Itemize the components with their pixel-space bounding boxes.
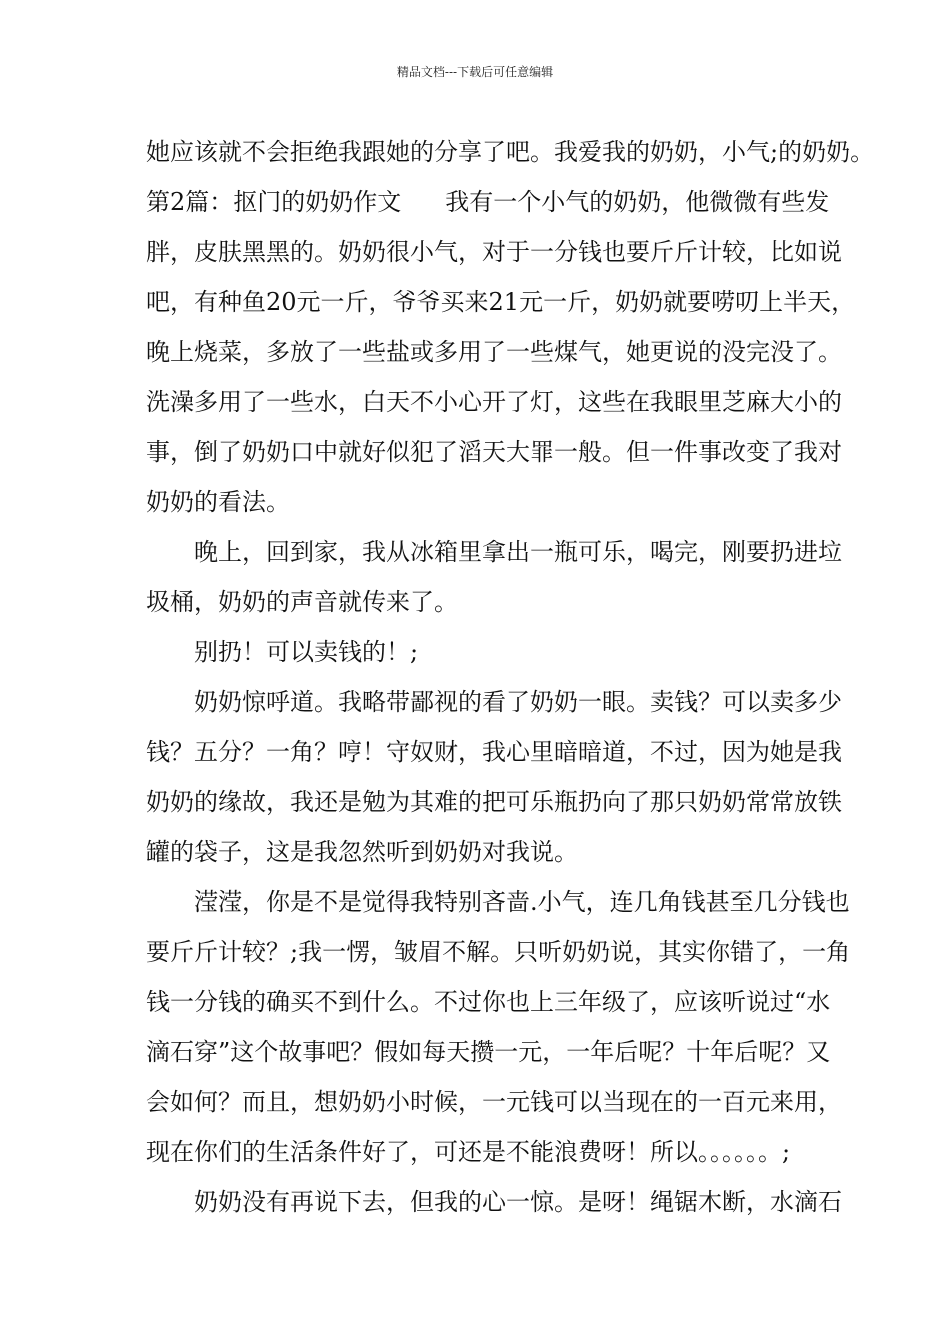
text-line: 滴石穿”这个故事吧？假如每天攒一元，一年后呢？十年后呢？又 (146, 1038, 831, 1066)
text-line: 胖，皮肤黑黑的。奶奶很小气，对于一分钱也要斤斤计较，比如说 (146, 238, 842, 266)
document-body (146, 131, 875, 1231)
page-header: 精品文档---下载后可任意编辑 (396, 65, 554, 79)
text-line (146, 181, 830, 231)
text-line: 吧，有种鱼20元一斤，爷爷买来21元一斤，奶奶就要唠叨上半天， (146, 288, 856, 316)
text-line: 滢滢，你是不是觉得我特别吝啬.小气，连几角钱甚至几分钱也 (194, 888, 850, 916)
text-line: 奶奶的缘故，我还是勉为其难的把可乐瓶扔向了那只奶奶常常放铁 (146, 788, 842, 816)
text-line: 她应该就不会拒绝我跟她的分享了吧。我爱我的奶奶，小气;的奶奶。 (146, 138, 875, 166)
essay-title: 第2篇：抠门的奶奶作文 (146, 188, 402, 216)
text-line: 晚上，回到家，我从冰箱里拿出一瓶可乐，喝完，刚要扔进垃 (194, 538, 842, 566)
text-line: 晚上烧菜，多放了一些盐或多用了一些煤气，她更说的没完没了。 (146, 338, 842, 366)
paragraph-start: 我有一个小气的奶奶，他微微有些发 (445, 188, 830, 216)
text-line: 别扔！可以卖钱的！; (194, 638, 419, 666)
text-line: 要斤斤计较？;我一愣，皱眉不解。只听奶奶说，其实你错了，一角 (146, 938, 851, 966)
text-line: 钱？五分？一角？哼！守奴财，我心里暗暗道，不过，因为她是我 (146, 738, 842, 766)
text-line: 会如何？而且，想奶奶小时候，一元钱可以当现在的一百元来用， (146, 1088, 842, 1116)
text-line: 圾桶，奶奶的声音就传来了。 (146, 588, 458, 616)
text-line: 洗澡多用了一些水，白天不小心开了灯，这些在我眼里芝麻大小的 (146, 388, 842, 416)
text-line: 奶奶的看法。 (146, 488, 290, 516)
text-line: 现在你们的生活条件好了，可还是不能浪费呀！所以。。。。。。; (146, 1138, 791, 1166)
text-line: 奶奶没有再说下去，但我的心一惊。是呀！绳锯木断，水滴石 (194, 1188, 842, 1216)
text-line: 奶奶惊呼道。我略带鄙视的看了奶奶一眼。卖钱？可以卖多少 (194, 688, 842, 716)
text-line: 钱一分钱的确买不到什么。不过你也上三年级了，应该听说过“水 (146, 988, 831, 1016)
text-line: 事，倒了奶奶口中就好似犯了滔天大罪一般。但一件事改变了我对 (146, 438, 842, 466)
text-line: 罐的袋子，这是我忽然听到奶奶对我说。 (146, 838, 578, 866)
